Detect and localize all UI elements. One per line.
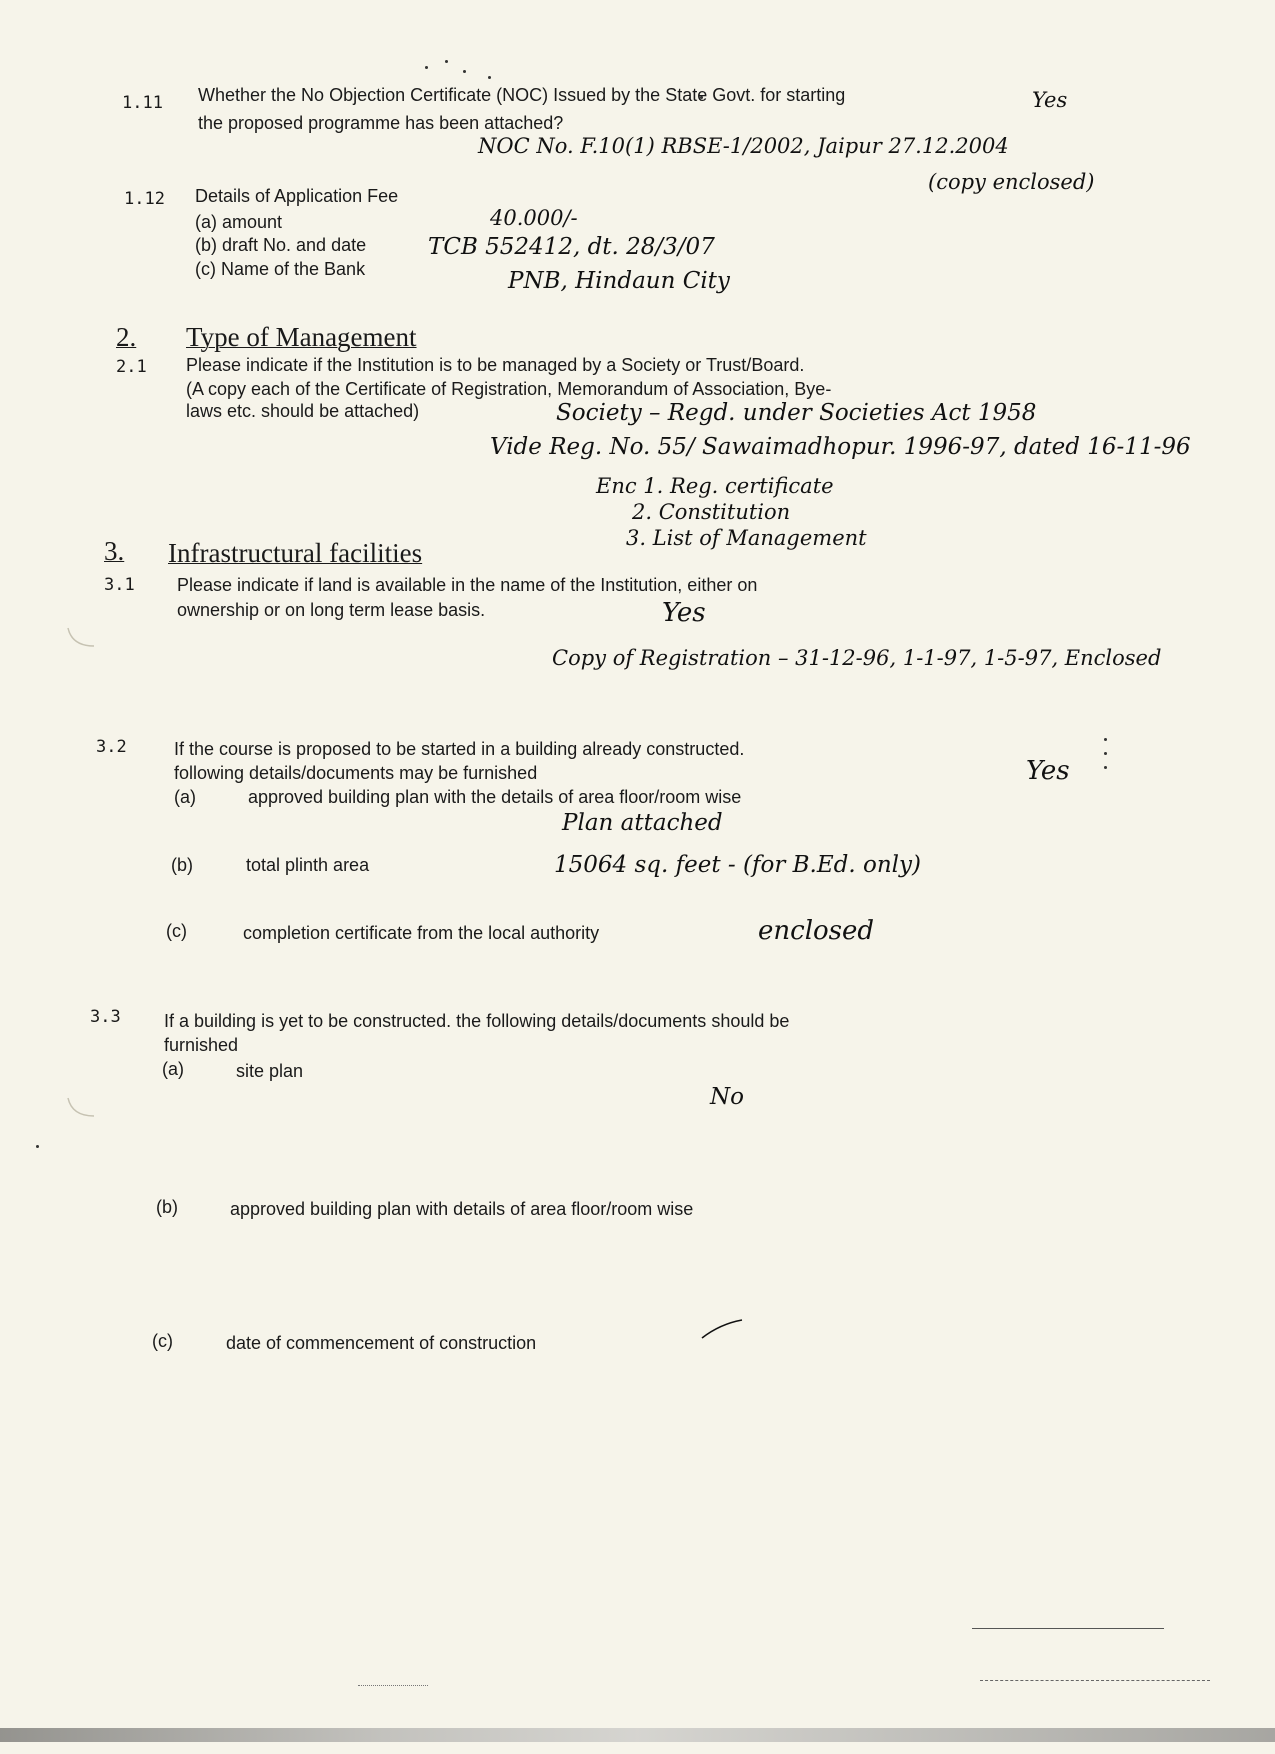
- question-text: If a building is yet to be constructed. the following details/documents should be: [164, 1011, 790, 1031]
- field-label: (b): [171, 855, 193, 875]
- handwritten-answer: PNB, Hindaun City: [508, 268, 730, 294]
- question-text: Please indicate if land is available in the name of the Institution, either on: [177, 575, 758, 595]
- handwritten-answer: Copy of Registration – 31-12-96, 1-1-97, 1-5-97, Enclosed: [552, 646, 1162, 670]
- section-heading: Type of Management: [186, 322, 417, 352]
- scan-speck: [445, 60, 448, 63]
- item-number: 3.1: [104, 575, 135, 595]
- question-text: Please indicate if the Institution is to be managed by a Society or Trust/Board.: [186, 355, 805, 375]
- handwritten-answer: 2. Constitution: [632, 500, 791, 524]
- field-label: (c): [166, 921, 187, 941]
- field-label: approved building plan with the details of area floor/room wise: [248, 787, 742, 807]
- handwritten-answer: Society – Regd. under Societies Act 1958: [556, 400, 1037, 426]
- footer-rule: [358, 1685, 428, 1687]
- item-number: 3.2: [96, 737, 127, 757]
- field-label: (b) draft No. and date: [195, 235, 367, 255]
- scan-speck: [1104, 738, 1107, 741]
- field-label: completion certificate from the local authority: [243, 923, 600, 943]
- handwritten-answer: 15064 sq. feet - (for B.Ed. only): [554, 852, 921, 878]
- question-text: Whether the No Objection Certificate (NOC) Issued by the State Govt. for starting: [198, 85, 846, 105]
- question-text: the proposed programme has been attached?: [198, 113, 564, 133]
- scan-edge-strip: [0, 1728, 1275, 1742]
- footer-rule: [972, 1628, 1164, 1629]
- scan-speck: [36, 1145, 39, 1148]
- field-label: (a): [174, 787, 196, 807]
- field-label: site plan: [236, 1061, 304, 1081]
- question-text: (A copy each of the Certificate of Registration, Memorandum of Association, Bye-: [186, 379, 832, 399]
- handwritten-answer: enclosed: [758, 916, 875, 946]
- scan-speck: [1104, 766, 1107, 769]
- scan-speck: [425, 66, 428, 69]
- field-label: total plinth area: [246, 855, 370, 875]
- scan-speck: [463, 70, 466, 73]
- scan-speck: [1104, 752, 1107, 755]
- section-number: 3.: [104, 536, 125, 566]
- handwritten-tick-mark: [700, 1318, 744, 1342]
- handwritten-answer: Enc 1. Reg. certificate: [596, 474, 834, 498]
- item-number: 1.11: [122, 93, 163, 113]
- handwritten-answer: 40.000/-: [490, 206, 578, 230]
- handwritten-answer: Yes: [662, 598, 706, 628]
- handwritten-answer: TCB 552412, dt. 28/3/07: [428, 234, 715, 260]
- field-label: (a): [162, 1059, 184, 1079]
- scan-margin-mark: [66, 626, 96, 650]
- question-text: following details/documents may be furnished: [174, 763, 538, 783]
- section-number: 2.: [116, 322, 137, 352]
- question-text: Details of Application Fee: [195, 186, 399, 206]
- question-text: If the course is proposed to be started in a building already constructed.: [174, 739, 745, 759]
- question-text: ownership or on long term lease basis.: [177, 600, 486, 620]
- scan-speck: [488, 76, 491, 79]
- item-number: 1.12: [124, 189, 165, 209]
- question-text: laws etc. should be attached): [186, 401, 420, 421]
- handwritten-note: NOC No. F.10(1) RBSE-1/2002, Jaipur 27.12.2004: [478, 134, 1009, 158]
- field-label: (c): [152, 1331, 173, 1351]
- field-label: (c) Name of the Bank: [195, 259, 366, 279]
- item-number: 2.1: [116, 357, 147, 377]
- handwritten-answer: Plan attached: [562, 810, 723, 836]
- footer-rule: [980, 1680, 1210, 1682]
- section-heading: Infrastructural facilities: [168, 538, 423, 568]
- field-label: approved building plan with details of area floor/room wise: [230, 1199, 694, 1219]
- handwritten-answer: Yes: [1032, 88, 1068, 112]
- handwritten-answer: No: [710, 1084, 744, 1110]
- field-label: (b): [156, 1197, 178, 1217]
- question-text: furnished: [164, 1035, 239, 1055]
- field-label: date of commencement of construction: [226, 1333, 537, 1353]
- handwritten-answer: Vide Reg. No. 55/ Sawaimadhopur. 1996-97, dated 16-11-96: [490, 434, 1191, 460]
- field-label: (a) amount: [195, 212, 283, 232]
- item-number: 3.3: [90, 1007, 121, 1027]
- scan-margin-mark: [66, 1096, 96, 1120]
- handwritten-note: (copy enclosed): [928, 170, 1095, 194]
- handwritten-answer: 3. List of Management: [626, 526, 867, 550]
- handwritten-answer: Yes: [1026, 756, 1070, 786]
